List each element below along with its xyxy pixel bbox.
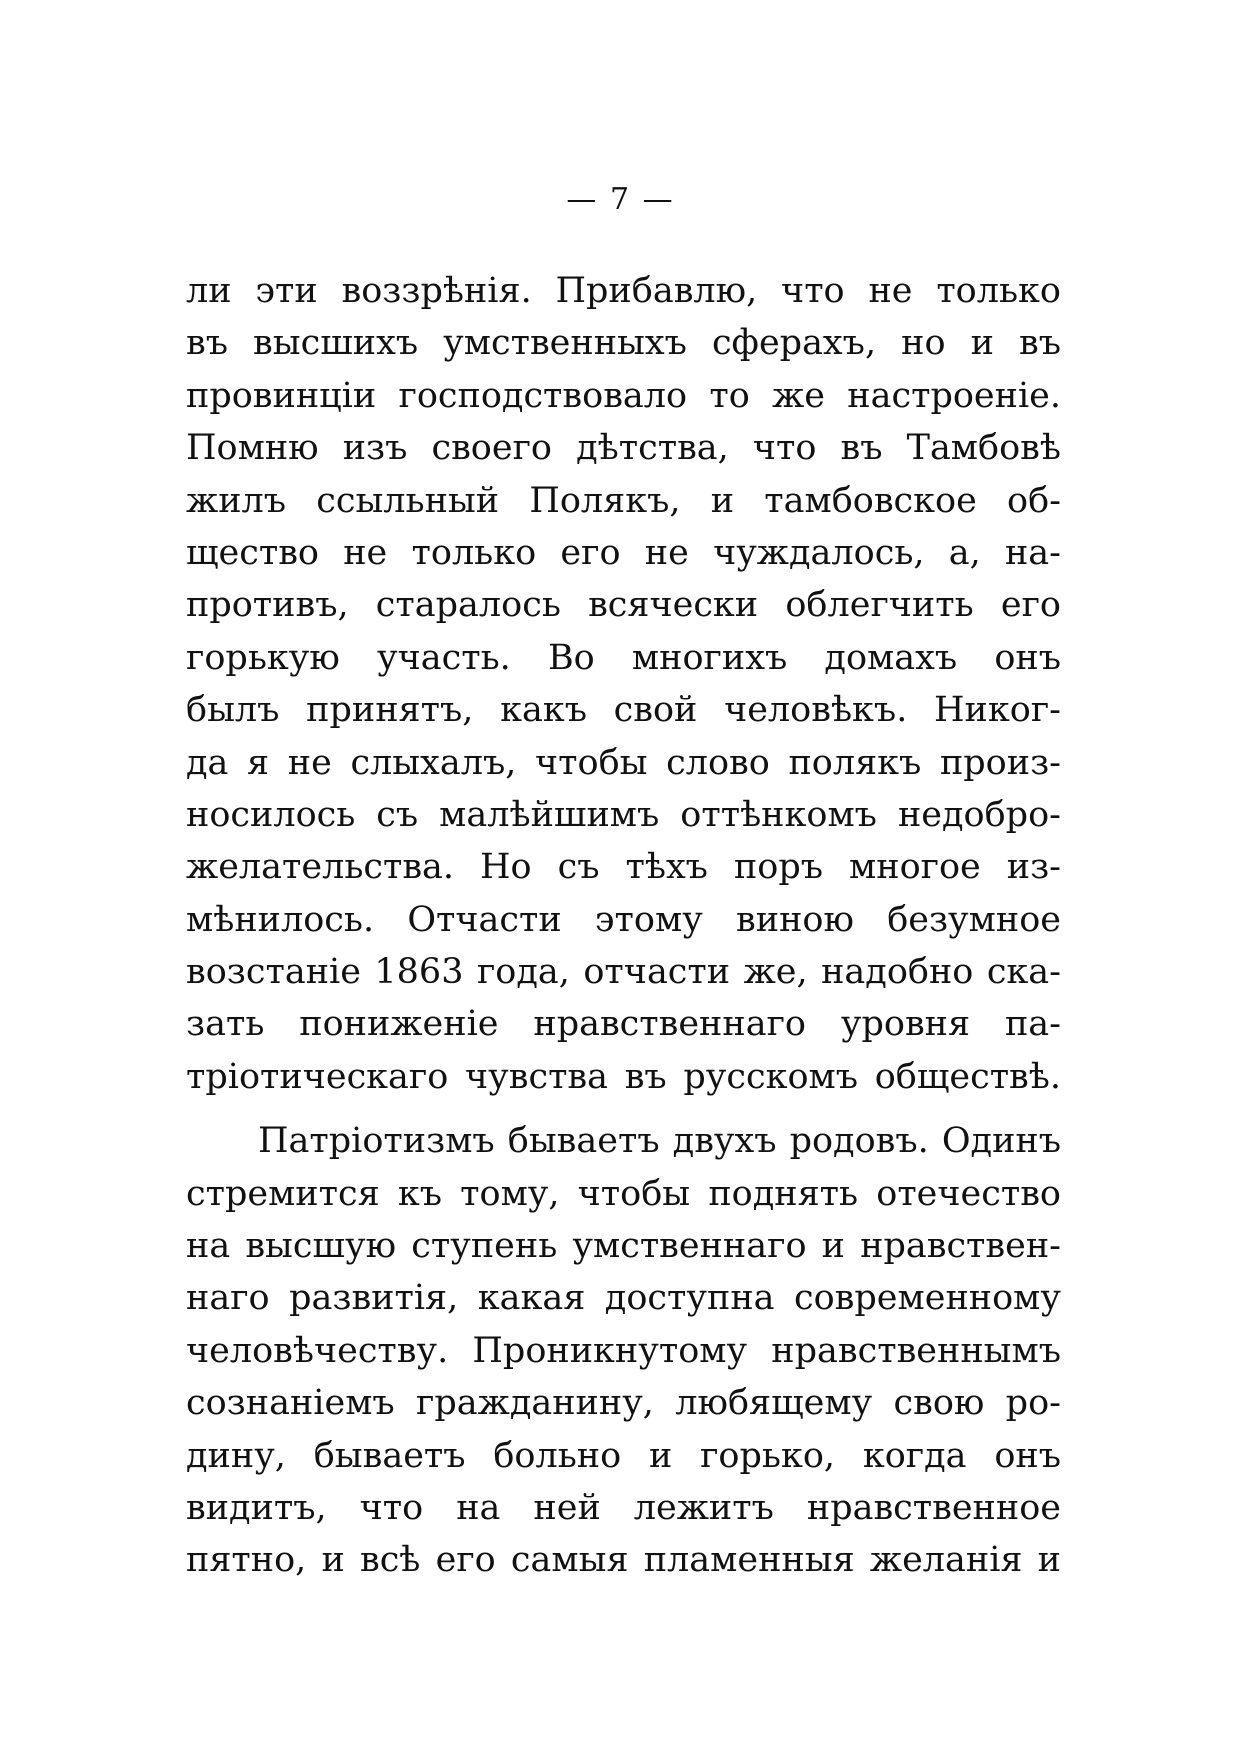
text-line: дину, бываетъ больно и горько, когда онъ: [186, 1435, 1061, 1476]
paragraph: [186, 1115, 1061, 1587]
text-line: былъ принятъ, какъ свой человѣкъ. Никог-: [186, 690, 1061, 731]
text-line: жилъ ссыльный Полякъ, и тамбовское об-: [186, 480, 1061, 521]
text-line: желательства. Но съ тѣхъ поръ многое из-: [186, 847, 1061, 888]
text-line: ли эти воззрѣнія. Прибавлю, что не только: [186, 271, 1061, 311]
text-line: сознаніемъ гражданину, любящему свою ро-: [186, 1383, 1061, 1424]
text-line: человѣчеству. Проникнутому нравственнымъ: [186, 1330, 1061, 1371]
text-line: стремится къ тому, чтобы поднять отечество: [186, 1173, 1061, 1214]
text-line: Патріотизмъ бываетъ двухъ родовъ. Одинъ: [258, 1121, 1061, 1162]
text-line: щество не только его не чуждалось, а, на-: [186, 532, 1061, 573]
text-line: носилось съ малѣйшимъ оттѣнкомъ недобро-: [186, 794, 1061, 835]
text-line: противъ, старалось всячески облегчить его: [186, 585, 1061, 626]
text-line: видитъ, что на ней лежитъ нравственное: [186, 1487, 1061, 1528]
text-line: Помню изъ своего дѣтства, что въ Тамбовѣ: [186, 428, 1061, 469]
text-line: на высшую ступень умственнаго и нравствен-: [186, 1226, 1061, 1267]
text-line: зать пониженіе нравственнаго уровня па-: [186, 1004, 1061, 1045]
page-number: — 7 —: [566, 182, 675, 217]
text-line: горькую участь. Во многихъ домахъ онъ: [186, 637, 1061, 678]
text-line: наго развитія, какая доступна современному: [186, 1278, 1061, 1319]
text-line: тріотическаго чувства въ русскомъ обществѣ.: [186, 1056, 1061, 1097]
text-line: провинціи господствовало то же настроеніе.: [186, 375, 1061, 416]
text-line: пятно, и всѣ его самыя пламенныя желанія и: [186, 1540, 1061, 1581]
paragraph: [186, 265, 1061, 1103]
text-line: въ высшихъ умственныхъ сферахъ, но и въ: [186, 323, 1061, 364]
text-line: мѣнилось. Отчасти этому виною безумное: [186, 899, 1061, 940]
body-text: [186, 265, 1061, 1587]
text-line: да я не слыхалъ, чтобы слово полякъ произ-: [186, 742, 1061, 783]
paragraph-spacer: [186, 1103, 1061, 1115]
text-line: возстаніе 1863 года, отчасти же, надобно ска-: [186, 952, 1061, 993]
